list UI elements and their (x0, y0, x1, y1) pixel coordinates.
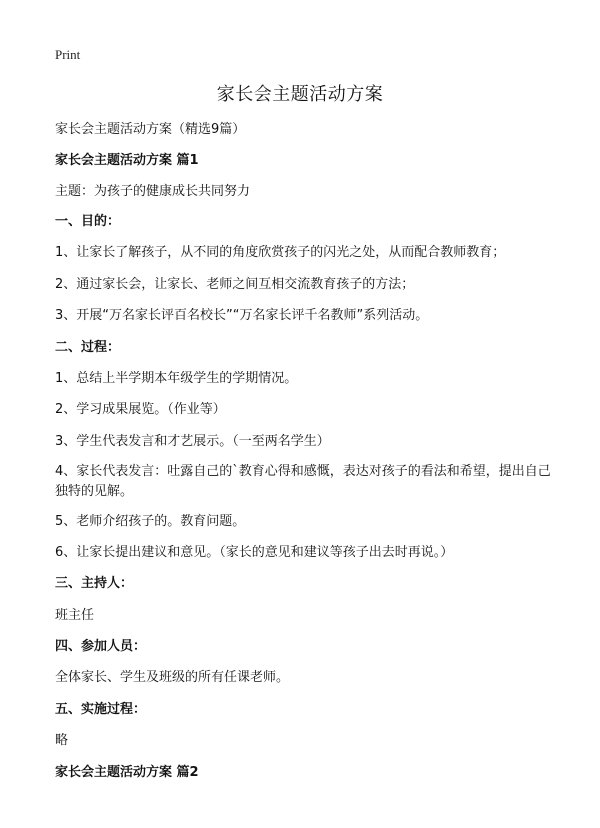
participants-value: 全体家长、学生及班级的所有任课老师。 (55, 670, 290, 685)
theme-line: 主题：为孩子的健康成长共同努力 (55, 184, 251, 199)
implementation-heading: 五、实施过程： (55, 702, 147, 717)
host-heading: 三、主持人： (55, 576, 134, 591)
implementation-value: 略 (55, 733, 69, 748)
process-item: 1、总结上半学期本年级学生的学期情况。 (55, 371, 298, 386)
process-item: 2、学习成果展览。（作业等） (55, 402, 226, 417)
document-title: 家长会主题活动方案 (216, 84, 384, 105)
goal-item: 3、开展“万名家长评百名校长”“万名家长评千名教师”系列活动。 (55, 308, 429, 323)
process-item: 6、让家长提出建议和意见。（家长的意见和建议等孩子出去时再说。） (55, 545, 454, 560)
goal-item: 2、通过家长会，让家长、老师之间互相交流教育孩子的方法； (55, 277, 415, 292)
host-value: 班主任 (55, 608, 95, 623)
process-item: 4、家长代表发言：吐露自己的`教育心得和感慨，表达对孩子的看法和希望，提出自己独特的见解。 (55, 464, 551, 499)
section2-title: 家长会主题活动方案 篇2 (55, 765, 199, 780)
process-heading: 二、过程： (55, 340, 121, 355)
process-item: 5、老师介绍孩子的。教育问题。 (55, 514, 246, 529)
document-subtitle: 家长会主题活动方案（精选9篇） (55, 122, 246, 137)
process-item: 3、学生代表发言和才艺展示。（一至两名学生） (55, 434, 330, 449)
section1-title: 家长会主题活动方案 篇1 (55, 153, 199, 168)
participants-heading: 四、参加人员： (55, 639, 147, 654)
goal-item: 1、让家长了解孩子，从不同的角度欣赏孩子的闪光之处，从而配合教师教育； (55, 245, 506, 260)
goal-heading: 一、目的： (55, 214, 121, 229)
print-link[interactable]: Print (55, 47, 81, 62)
